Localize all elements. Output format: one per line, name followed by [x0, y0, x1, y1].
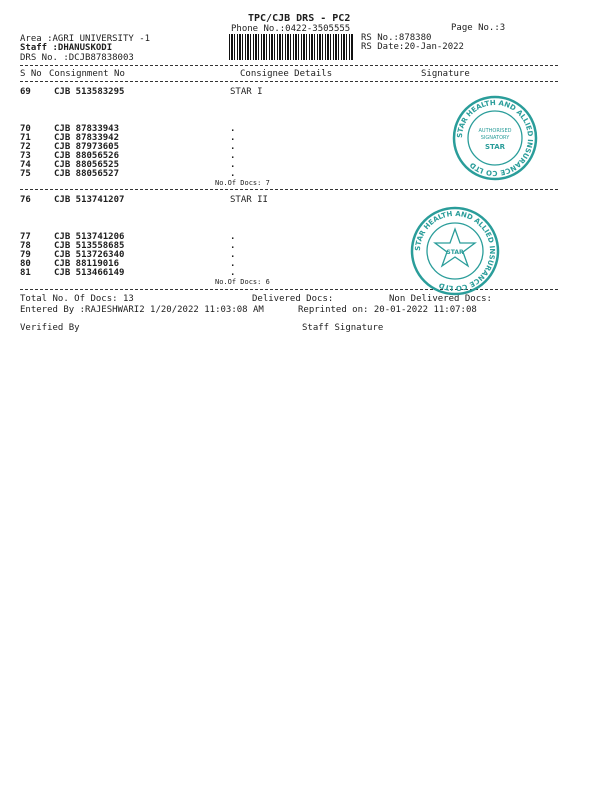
company-stamp [409, 205, 501, 297]
stamp-inner-top: AUTHORISED [478, 128, 512, 134]
divider [20, 81, 558, 82]
verified-by: Verified By [20, 323, 80, 333]
column-consignee: Consignee Details [240, 69, 333, 79]
row-consignment: CJB 513558685 [54, 241, 125, 251]
row-sno: 73 [20, 151, 31, 161]
star-icon [435, 229, 475, 266]
row-sno: 76 [20, 195, 31, 205]
row-consignment: CJB 88056527 [54, 169, 120, 179]
delivered-docs: Delivered Docs: [252, 294, 334, 304]
row-consignment: CJB 87833942 [54, 133, 120, 143]
row-sno: 74 [20, 160, 31, 170]
non-delivered-docs: Non Delivered Docs: [389, 294, 492, 304]
entered-by: Entered By :RAJESHWARI2 1/20/2022 11:03:08 AM [20, 305, 264, 315]
row-mark: . [230, 241, 236, 251]
row-sno: 75 [20, 169, 31, 179]
divider [20, 189, 558, 190]
row-consignment: CJB 88119016 [54, 259, 120, 269]
stamp-inner-mid: SIGNATORY [480, 135, 510, 141]
row-mark: . [230, 151, 236, 161]
column-sno: S No [20, 69, 42, 79]
row-consignment: CJB 513741207 [54, 195, 125, 205]
row-mark: . [230, 232, 236, 242]
row-consignment: CJB 87833943 [54, 124, 120, 134]
area-label: Area :AGRI UNIVERSITY -1 [20, 34, 151, 44]
row-consignment: CJB 513741206 [54, 232, 125, 242]
column-consignment: Consignment No [49, 69, 125, 79]
row-sno: 80 [20, 259, 31, 269]
rs-number: RS No.:878380 [361, 33, 432, 43]
row-sno: 69 [20, 87, 31, 97]
row-sno: 79 [20, 250, 31, 260]
rs-date: RS Date:20-Jan-2022 [361, 42, 464, 52]
row-sno: 77 [20, 232, 31, 242]
row-sno: 72 [20, 142, 31, 152]
row-mark: . [230, 268, 236, 278]
row-consignment: CJB 87973605 [54, 142, 120, 152]
stamp-center: STAR [446, 249, 464, 256]
stamp-ring-text: STAR HEALTH AND ALLIED INSURANCE CO LTD [455, 98, 535, 178]
row-sno: 70 [20, 124, 31, 134]
barcode [229, 34, 354, 60]
docs-count: No.Of Docs: 6 [215, 278, 270, 286]
reprinted-on: Reprinted on: 20-01-2022 11:07:08 [298, 305, 477, 315]
page-number: Page No.:3 [451, 23, 506, 33]
docs-count: No.Of Docs: 7 [215, 179, 270, 187]
row-mark: . [230, 169, 236, 179]
drs-number: DRS No. :DCJB87838003 [20, 53, 134, 63]
row-mark: . [230, 160, 236, 170]
stamp-center: STAR [484, 143, 506, 151]
row-mark: . [230, 124, 236, 134]
row-consignment: CJB 513726340 [54, 250, 125, 260]
row-mark: . [230, 250, 236, 260]
row-consignment: CJB 513583295 [54, 87, 125, 97]
stamp-ring-text: STAR HEALTH AND ALLIED INSURANCE CO LTD [413, 209, 497, 293]
total-docs: Total No. Of Docs: 13 [20, 294, 134, 304]
row-consignment: CJB 88056526 [54, 151, 120, 161]
row-consignee: STAR II [230, 195, 268, 205]
staff-signature: Staff Signature [302, 323, 384, 333]
staff-label: Staff :DHANUSKODI [20, 43, 113, 53]
row-consignment: CJB 513466149 [54, 268, 125, 278]
row-mark: . [230, 133, 236, 143]
row-consignee: STAR I [230, 87, 263, 97]
row-sno: 78 [20, 241, 31, 251]
company-stamp [451, 94, 539, 182]
document-title: TPC/CJB DRS - PC2 [248, 13, 351, 24]
row-mark: . [230, 142, 236, 152]
row-sno: 81 [20, 268, 31, 278]
row-consignment: CJB 88056525 [54, 160, 120, 170]
divider [20, 65, 558, 66]
row-sno: 71 [20, 133, 31, 143]
row-mark: . [230, 259, 236, 269]
phone-number: Phone No.:0422-3505555 [231, 24, 351, 34]
column-signature: Signature [421, 69, 470, 79]
